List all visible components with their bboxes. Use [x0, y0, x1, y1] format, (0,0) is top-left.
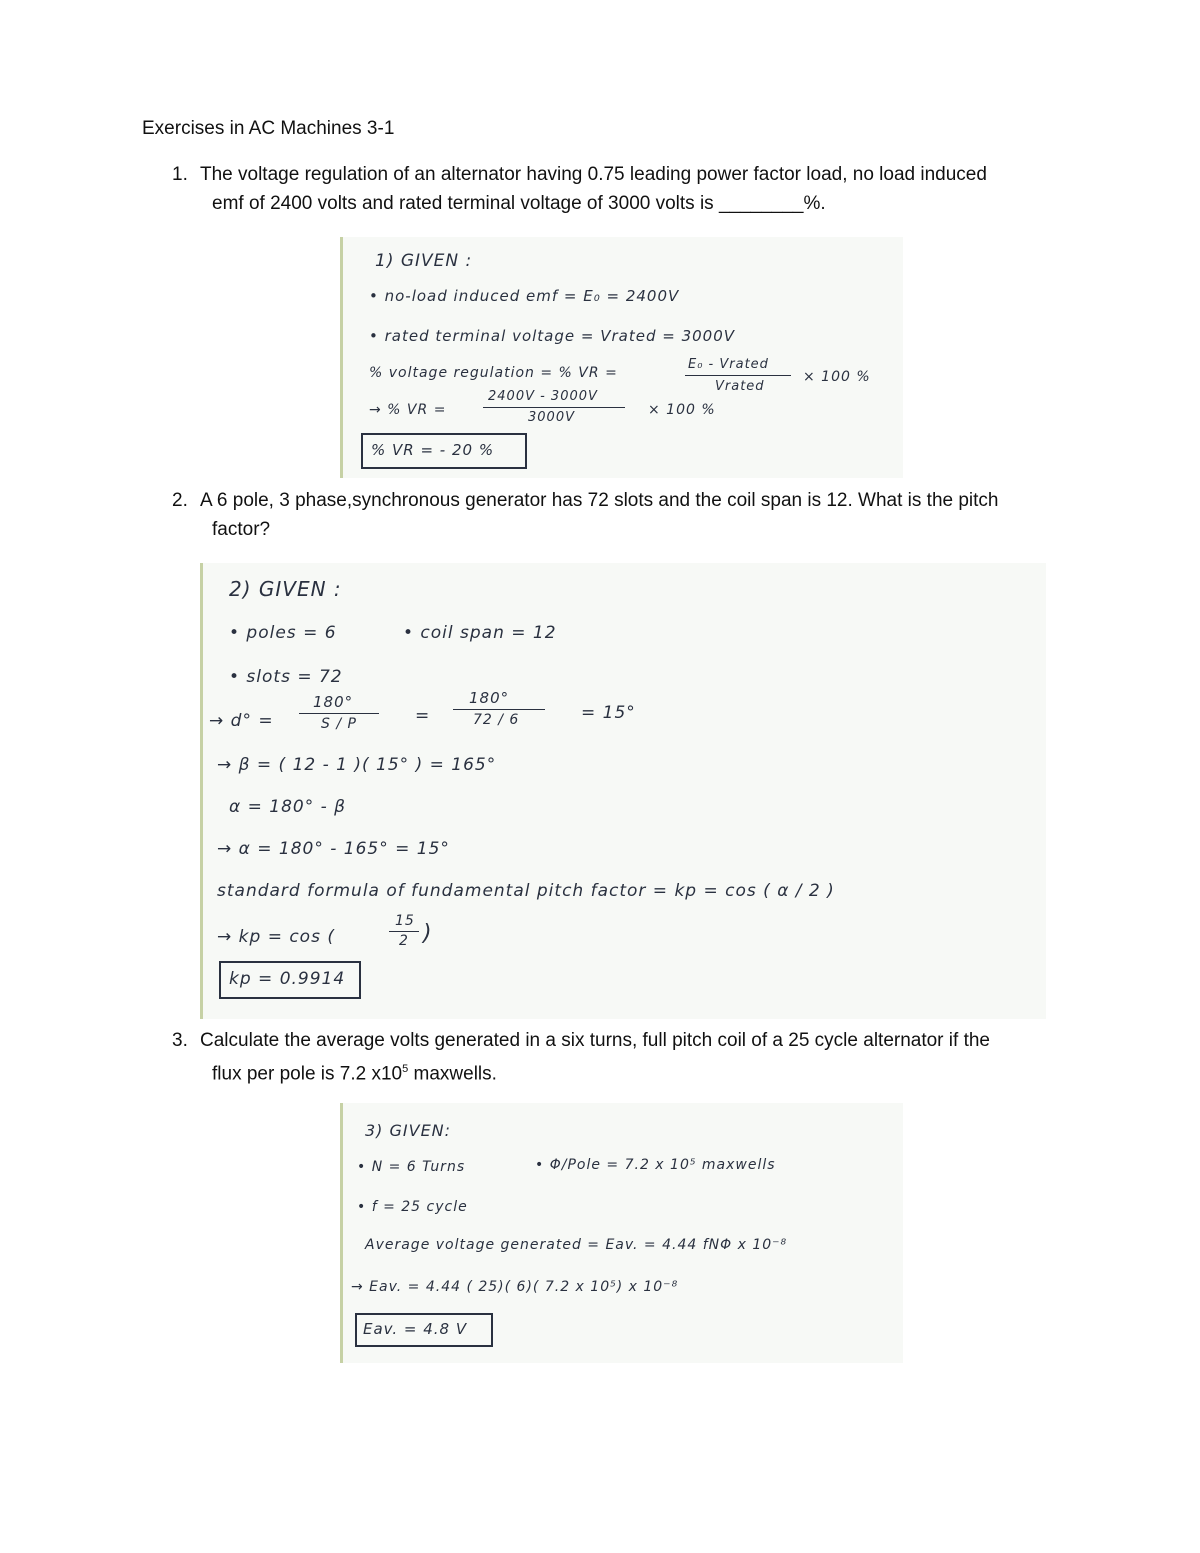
question-text-line2: emf of 2400 volts and rated terminal voltage of 3000 volts is ________%. — [212, 193, 826, 214]
answer-text: Eav. = 4.8 V — [363, 1320, 468, 1338]
answer-text: kp = 0.9914 — [229, 969, 346, 989]
question-text-line2: flux per pole is 7.2 $x10^5$ maxwells. — [212, 1063, 497, 1085]
question-3 — [172, 1026, 1042, 1088]
beta-calc: → β = ( 12 - 1 )( 15° ) = 165° — [217, 755, 497, 775]
vr-calc-multiplier: × 100 % — [648, 402, 716, 418]
question-text-line2: factor? — [212, 519, 271, 540]
fraction-bar — [299, 713, 379, 714]
slot-angle-num1: 180° — [313, 693, 354, 711]
fraction-bar — [453, 709, 545, 710]
question-number: 2. — [172, 490, 188, 511]
avg-voltage-formula: Average voltage generated = Eav. = 4.44 fNΦ x 10⁻⁸ — [365, 1237, 788, 1253]
vr-calc-denominator: 3000V — [528, 410, 575, 425]
given-heading: 1) GIVEN : — [375, 251, 473, 271]
given-slots: • slots = 72 — [229, 667, 343, 687]
vr-formula-denominator: Vrated — [715, 379, 765, 394]
vr-formula-numerator: E₀ - Vrated — [688, 357, 769, 372]
vr-formula-multiplier: × 100 % — [803, 369, 871, 385]
given-poles: • poles = 6 — [229, 623, 337, 643]
given-heading: 2) GIVEN : — [229, 577, 342, 601]
given-emf: • no-load induced emf = E₀ = 2400V — [369, 287, 680, 305]
given-frequency: • f = 25 cycle — [357, 1199, 468, 1215]
document-title: Exercises in AC Machines 3-1 — [142, 118, 395, 139]
vr-calc-numerator: 2400V - 3000V — [488, 389, 598, 404]
alpha-formula: α = 180° - β — [229, 797, 346, 817]
kp-calc-den: 2 — [399, 933, 409, 949]
alpha-calc: → α = 180° - 165° = 15° — [217, 839, 450, 859]
solution-3-image — [340, 1103, 903, 1363]
given-heading: 3) GIVEN: — [365, 1121, 452, 1140]
question-number: 3. — [172, 1030, 188, 1051]
question-text-line1: The voltage regulation of an alternator having 0.75 leading power factor load, no load induced — [200, 164, 987, 185]
fraction-bar — [483, 407, 625, 408]
question-text-line1: A 6 pole, 3 phase,synchronous generator has 72 slots and the coil span is 12. What is the pitch — [200, 490, 999, 511]
question-text-line1: Calculate the average volts generated in a six turns, full pitch coil of a 25 cycle alternator if the — [200, 1030, 990, 1051]
slot-angle-result: = 15° — [581, 703, 636, 723]
answer-box — [219, 961, 361, 999]
fraction-bar — [389, 931, 419, 932]
slot-angle-label: → d° = — [209, 711, 274, 731]
answer-box — [355, 1313, 493, 1347]
solution-1-image — [340, 237, 903, 478]
given-flux: • Φ/Pole = 7.2 x 10⁵ maxwells — [535, 1157, 776, 1173]
vr-calc-label: → % VR = — [369, 402, 447, 418]
slot-angle-eq: = — [415, 706, 431, 726]
answer-text: % VR = - 20 % — [371, 441, 495, 459]
slot-angle-num2: 180° — [469, 689, 510, 707]
given-rated-voltage: • rated terminal voltage = Vrated = 3000V — [369, 327, 736, 345]
slot-angle-den2: 72 / 6 — [473, 712, 520, 728]
kp-calc-close: ) — [423, 921, 433, 946]
pitch-factor-formula: standard formula of fundamental pitch factor = kp = cos ( α / 2 ) — [217, 881, 835, 901]
kp-calc-label: → kp = cos ( — [217, 927, 335, 947]
given-coil-span: • coil span = 12 — [403, 623, 557, 643]
avg-voltage-calc: → Eav. = 4.44 ( 25)( 6)( 7.2 x 10⁵) x 10⁻⁸ — [351, 1279, 679, 1295]
answer-box — [361, 433, 527, 469]
vr-formula-label: % voltage regulation = % VR = — [369, 365, 618, 381]
slot-angle-den1: S / P — [321, 716, 357, 732]
solution-2-image — [200, 563, 1046, 1019]
question-number: 1. — [172, 164, 188, 185]
kp-calc-num: 15 — [395, 913, 415, 929]
question-1 — [172, 160, 1042, 218]
question-2 — [172, 486, 1042, 544]
fraction-bar — [685, 375, 791, 376]
given-turns: • N = 6 Turns — [357, 1159, 466, 1175]
